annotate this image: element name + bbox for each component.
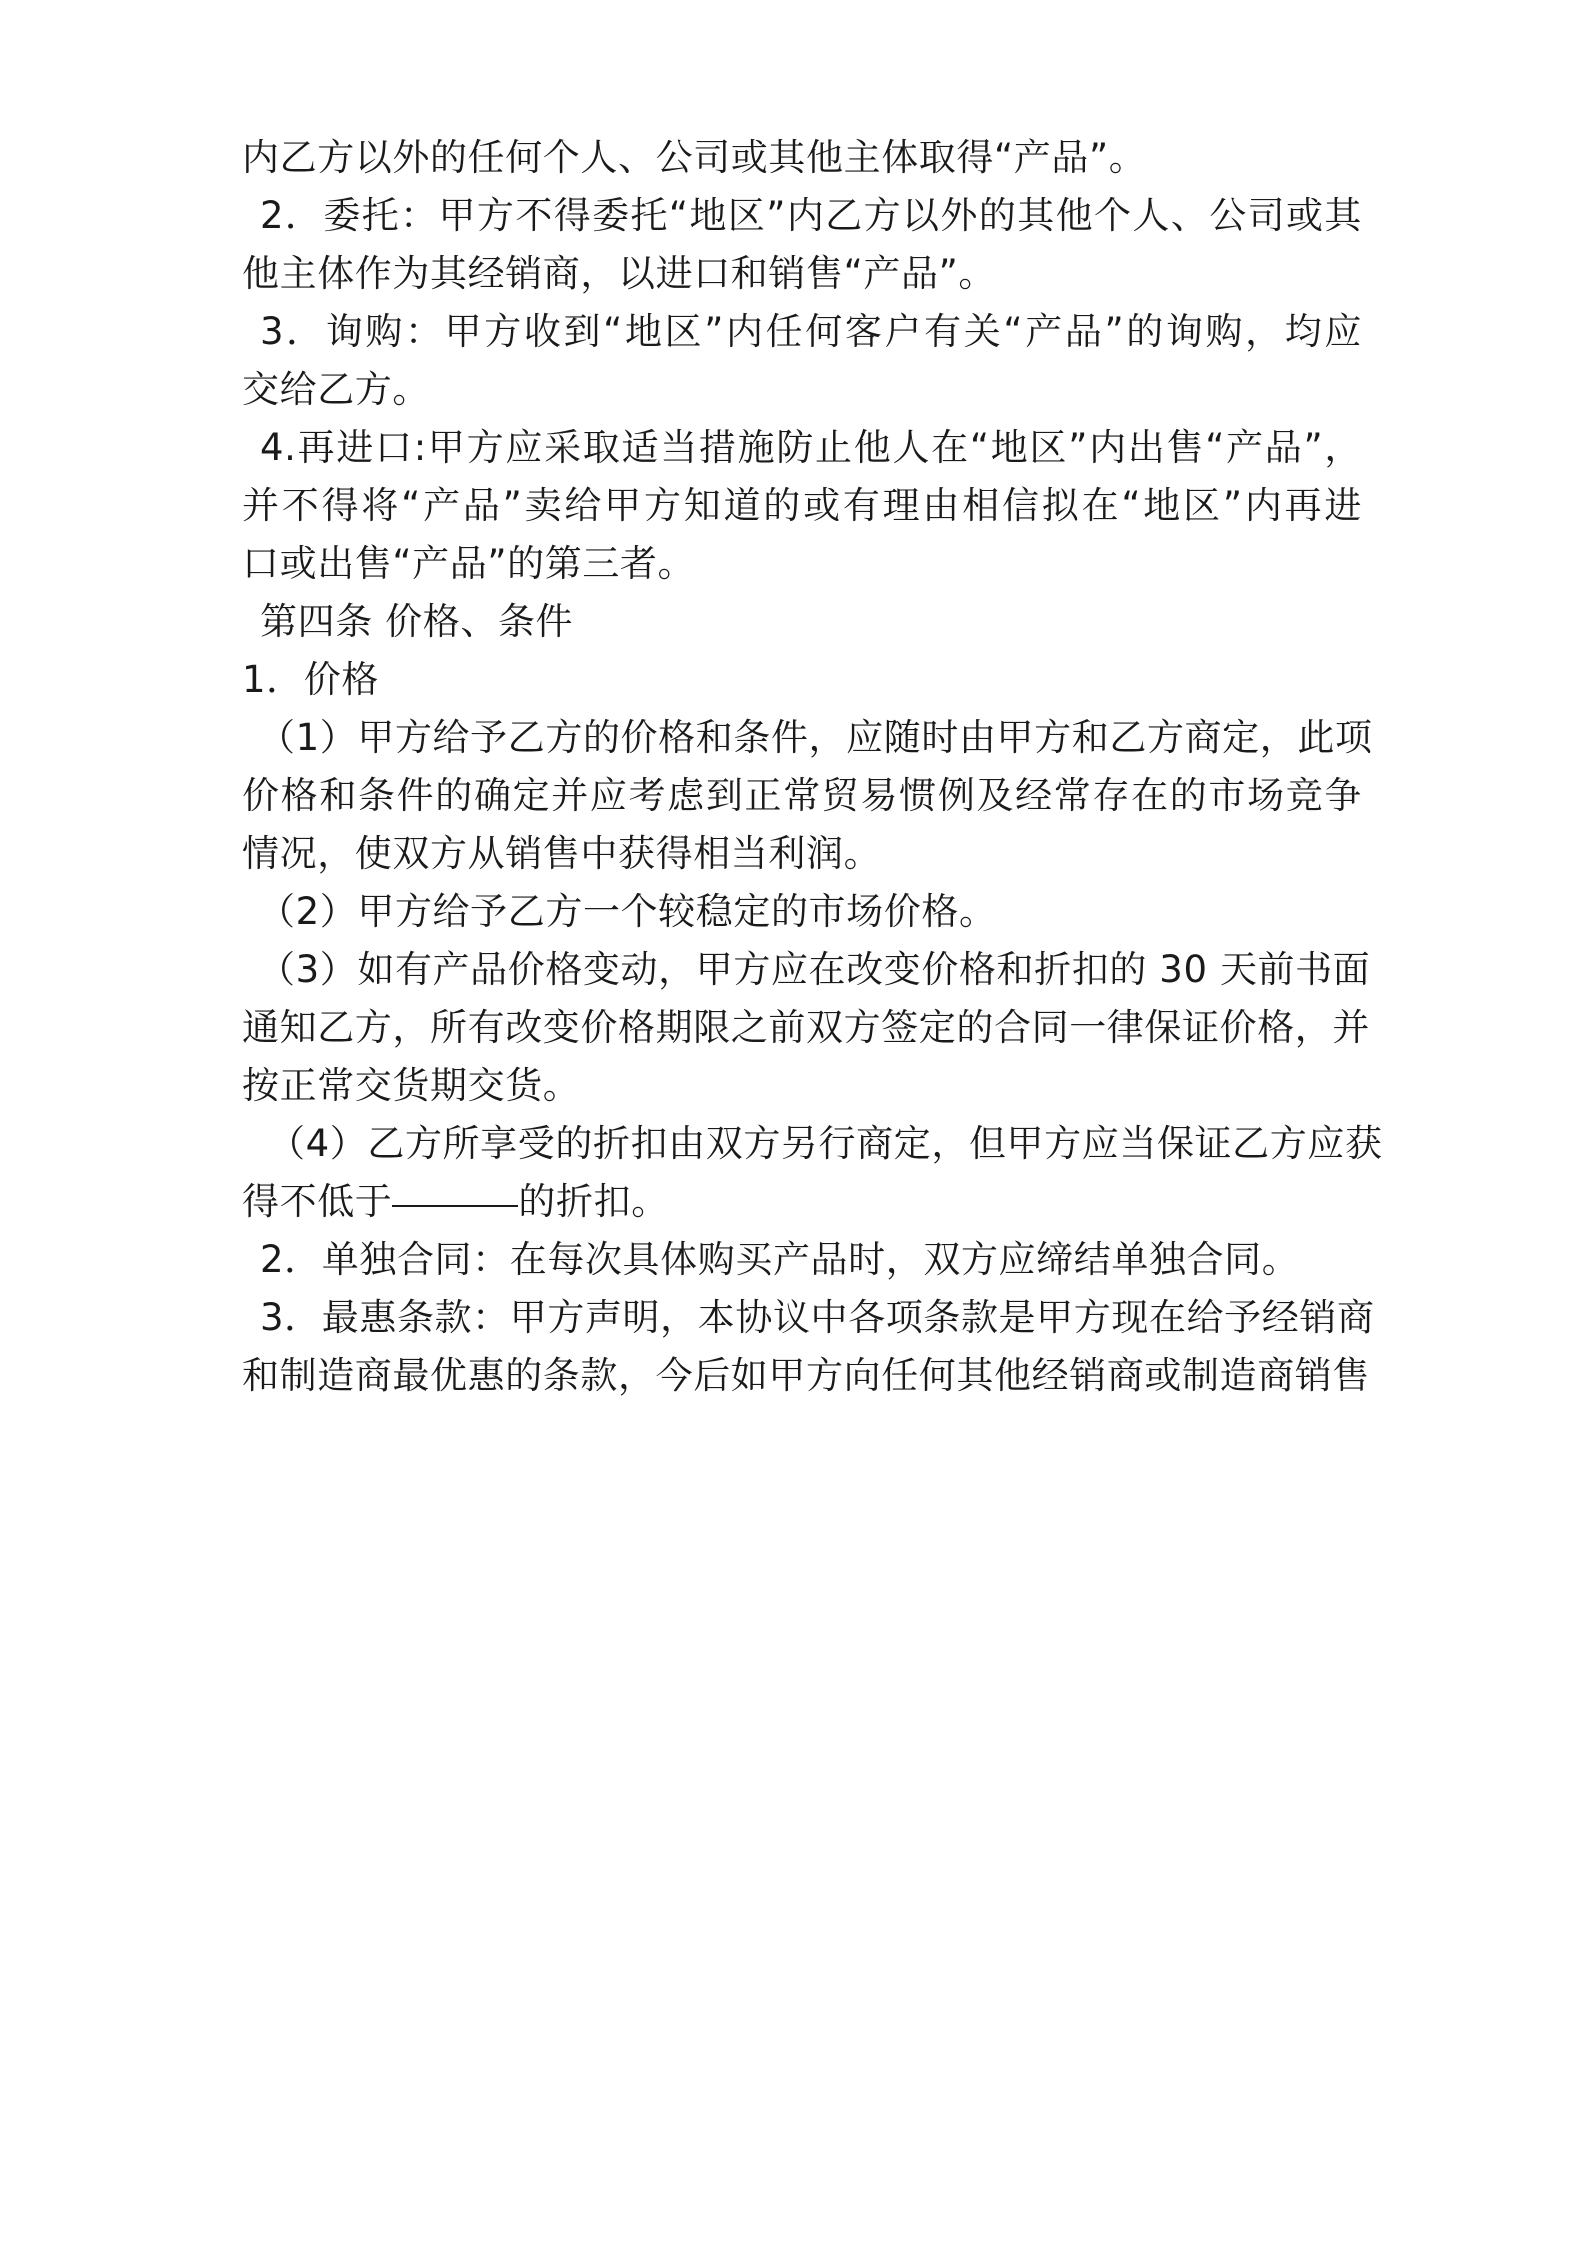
paragraph-line: 和制造商最优惠的条款，今后如甲方向任何其他经销商或制造商销售 [242, 1354, 1370, 1397]
paragraph-line: 3．询购：甲方收到“地区”内任何客户有关“产品”的询购，均应 [260, 310, 1362, 353]
paragraph-line: 他主体作为其经销商，以进口和销售“产品”。 [242, 252, 996, 295]
paragraph-line: （4）乙方所享受的折扣由双方另行商定，但甲方应当保证乙方应获 [268, 1122, 1383, 1165]
paragraph-line: 内乙方以外的任何个人、公司或其他主体取得“产品”。 [242, 136, 1147, 179]
paragraph-line: 价格和条件的确定并应考虑到正常贸易惯例及经常存在的市场竞争 [242, 774, 1362, 817]
paragraph-line: 4.再进口:甲方应采取适当措施防止他人在“地区”内出售“产品”， [260, 426, 1362, 469]
paragraph-line: 按正常交货期交货。 [242, 1064, 581, 1107]
paragraph-line: 2．委托：甲方不得委托“地区”内乙方以外的其他个人、公司或其 [260, 194, 1362, 237]
paragraph-line: （3）如有产品价格变动，甲方应在改变价格和折扣的 30 天前书面 [258, 948, 1371, 991]
paragraph-line: （1）甲方给予乙方的价格和条件，应随时由甲方和乙方商定，此项 [258, 716, 1373, 759]
paragraph-line: 口或出售“产品”的第三者。 [242, 542, 696, 585]
fill-in-blank [392, 1205, 518, 1207]
section-heading: 第四条 价格、条件 [260, 600, 574, 643]
paragraph-line: 3．最惠条款：甲方声明，本协议中各项条款是甲方现在给予经销商 [260, 1296, 1375, 1339]
paragraph-line: 情况，使双方从销售中获得相当利润。 [242, 832, 882, 875]
paragraph-line: 并不得将“产品”卖给甲方知道的或有理由相信拟在“地区”内再进 [242, 484, 1362, 527]
line-text-before-blank: 得不低于 [242, 1180, 393, 1223]
paragraph-line: 交给乙方。 [242, 368, 430, 411]
paragraph-line: 2．单独合同：在每次具体购买产品时，双方应缔结单独合同。 [260, 1238, 1300, 1281]
subsection-heading: 1．价格 [242, 658, 379, 701]
paragraph-line: 通知乙方，所有改变价格期限之前双方签定的合同一律保证价格，并 [242, 1006, 1370, 1049]
line-text-after-blank: 的折扣。 [518, 1180, 669, 1223]
paragraph-line: （2）甲方给予乙方一个较稳定的市场价格。 [258, 890, 997, 933]
